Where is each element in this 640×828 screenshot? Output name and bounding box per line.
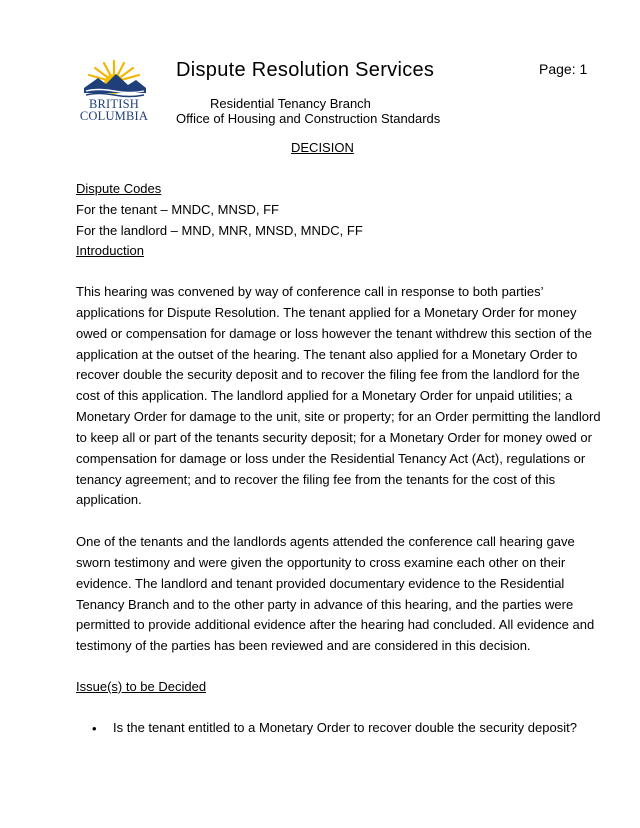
bc-logo — [78, 58, 150, 124]
paragraph-line: compensation for damage or loss under the Residential Tenancy Act (Act), regulations or — [76, 450, 586, 466]
paragraph-line: One of the tenants and the landlords agents attended the conference call hearing gave — [76, 534, 575, 549]
logo-text-british: BRITISH — [88, 97, 139, 111]
paragraph-line: applications for Dispute Resolution. The tenant applied for a Monetary Order for money — [76, 304, 577, 320]
tenant-codes: For the tenant – MNDC, MNSD, FF — [76, 202, 279, 217]
paragraph-line: testimony of the parties has been reviewed and are considered in this decision. — [76, 638, 531, 654]
page-title: Dispute Resolution Services — [176, 59, 435, 81]
dispute-codes-heading: Dispute Codes — [76, 181, 162, 196]
issue-item: Is the tenant entitled to a Monetary Order to recover double the security deposit? — [113, 720, 577, 735]
decision-heading: DECISION — [291, 140, 354, 155]
sun-mountain-icon — [78, 58, 150, 98]
attendance-paragraph — [76, 532, 595, 657]
paragraph-line: permitted to provide additional evidence after the hearing had concluded. All evidence and — [76, 617, 595, 633]
office-name: Office of Housing and Construction Standards — [176, 111, 441, 126]
paragraph-line: to keep all or part of the tenants security deposit; for a Monetary Order for money owed or — [76, 429, 592, 445]
logo-text-columbia: COLUMBIA — [79, 109, 149, 123]
paragraph-line: application. — [76, 492, 142, 508]
paragraph-line: application at the outset of the hearing. The tenant also applied for a Monetary Order to — [76, 346, 578, 362]
paragraph-line: sworn testimony and were given the opportunity to cross examine each other on their — [76, 554, 566, 570]
landlord-codes: For the landlord – MND, MNR, MNSD, MNDC, FF — [76, 223, 363, 238]
bullet-icon: • — [92, 721, 97, 736]
paragraph-line: This hearing was convened by way of conference call in response to both parties’ — [76, 284, 544, 299]
paragraph-line: tenancy agreement; and to recover the filing fee from the tenants for the cost of this — [76, 471, 556, 487]
issues-heading: Issue(s) to be Decided — [76, 679, 207, 694]
paragraph-line: owed or compensation for damage or loss however the tenant withdrew this section of the — [76, 325, 592, 341]
intro-paragraph — [76, 282, 601, 511]
page-number: Page: 1 — [539, 61, 588, 77]
paragraph-line: Monetary Order for damage to the unit, site or property; for an Order permitting the landlord — [76, 409, 601, 425]
paragraph-line: recover double the security deposit and to recover the filing fee from the landlord for the — [76, 367, 580, 383]
paragraph-line: evidence. The landlord and tenant provided documentary evidence to the Residential — [76, 575, 565, 591]
introduction-heading: Introduction — [76, 243, 144, 258]
branch-name: Residential Tenancy Branch — [210, 96, 371, 111]
paragraph-line: cost of this application. The landlord applied for a Monetary Order for unpaid utilities; a — [76, 388, 573, 404]
paragraph-line: Tenancy Branch and to the other party in advance of this hearing, and the parties were — [76, 596, 574, 612]
